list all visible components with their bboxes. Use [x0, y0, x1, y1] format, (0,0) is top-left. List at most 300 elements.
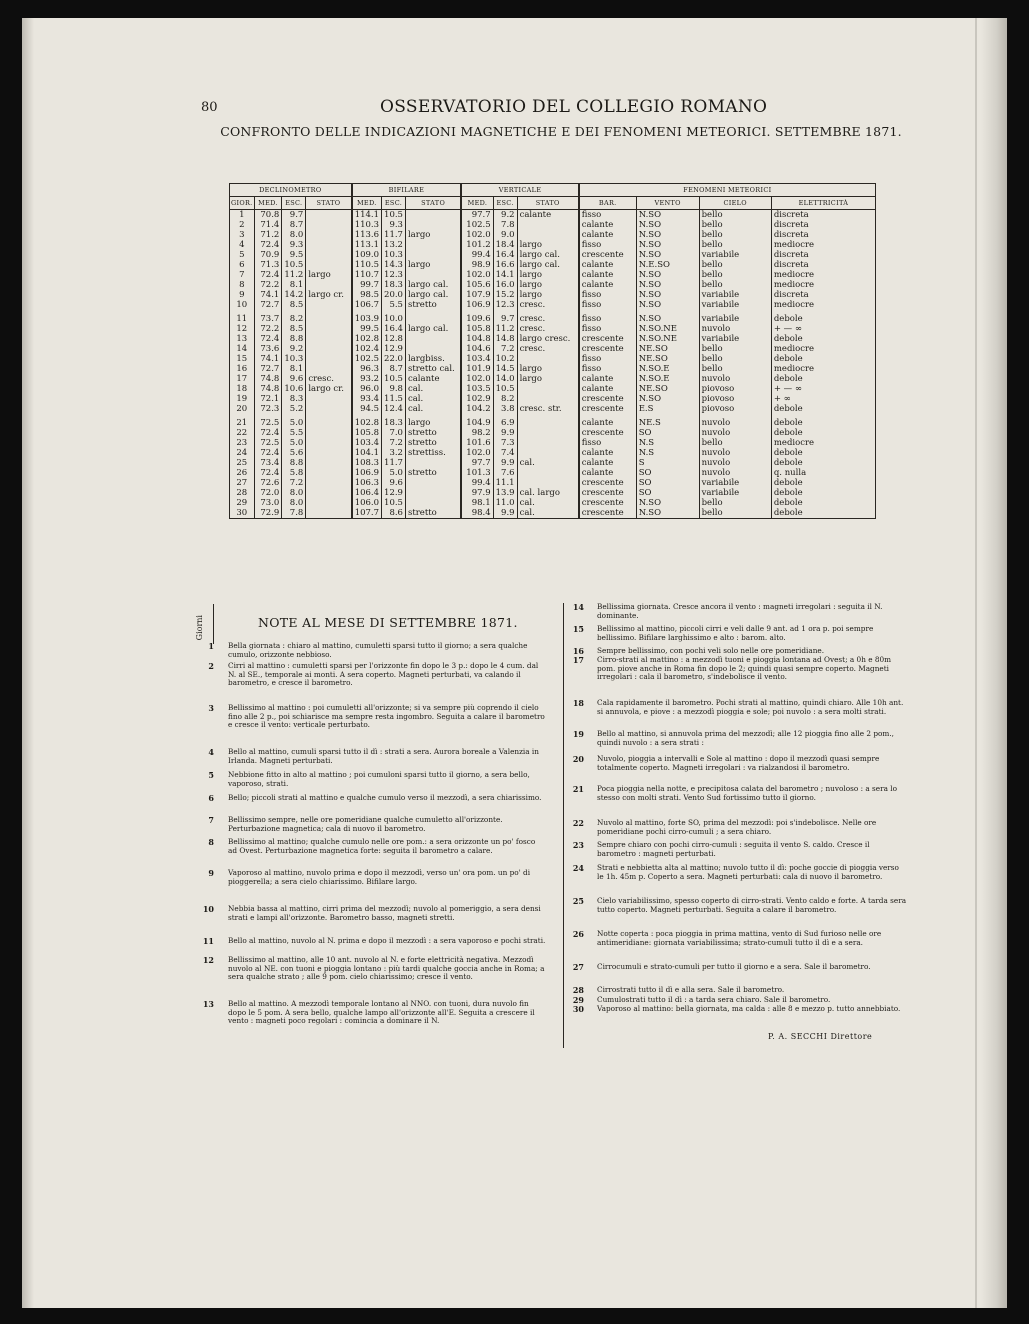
table-cell	[517, 230, 579, 240]
table-cell: N.SO	[636, 498, 699, 508]
table-cell: 99.5	[352, 324, 382, 334]
note-day: 24	[572, 863, 584, 873]
table-cell: N.SO	[636, 394, 699, 404]
table-row	[230, 344, 876, 354]
table-cell: + — ∞	[771, 324, 875, 334]
table-cell: 1	[230, 210, 255, 221]
table-cell: crescente	[579, 478, 636, 488]
table-cell: discreta	[771, 250, 875, 260]
group-header: DECLINOMETRO	[230, 184, 352, 197]
table-cell: q. nulla	[771, 468, 875, 478]
table-cell: bello	[699, 354, 771, 364]
table-cell: piovoso	[699, 394, 771, 404]
table-cell: 8.3	[282, 394, 306, 404]
table-cell: 14.0	[493, 374, 517, 384]
table-row	[230, 384, 876, 394]
table-row	[230, 468, 876, 478]
column-header: ELETTRICITÀ	[771, 197, 875, 210]
table-cell: bello	[699, 220, 771, 230]
note-text: Nuvolo al mattino, forte SO, prima del mezzodì: poi s'indebolisce. Nelle ore pomeridiane pochi cirro-cumuli ; a sera chiaro.	[597, 818, 877, 836]
table-cell: fisso	[579, 354, 636, 364]
running-head: OSSERVATORIO DEL COLLEGIO ROMANO	[380, 97, 768, 117]
table-cell: 10.3	[282, 354, 306, 364]
table-cell: crescente	[579, 488, 636, 498]
table-cell	[306, 324, 352, 334]
table-cell: 14.8	[493, 334, 517, 344]
table-cell	[517, 438, 579, 448]
table-row	[230, 374, 876, 384]
table-cell: 5.5	[382, 300, 406, 310]
table-cell: 93.4	[352, 394, 382, 404]
table-cell: nuvolo	[699, 428, 771, 438]
table-cell: 101.3	[461, 468, 493, 478]
table-cell: 106.4	[352, 488, 382, 498]
table-row	[230, 220, 876, 230]
table-cell: 10.5	[382, 210, 406, 221]
note-text: Cirro-strati al mattino : a mezzodì tuoni e pioggia lontana ad Ovest; a 0h e 80m pom. piove anche in Roma fin dopo le 2; quindi quasi sempre coperto. Magneti irregolari : cala il barometro, s'indebolisce il vento.	[597, 655, 892, 682]
table-cell: strettiss.	[405, 448, 461, 458]
table-cell: bello	[699, 270, 771, 280]
table-cell: mediocre	[771, 344, 875, 354]
table-cell	[405, 310, 461, 324]
table-cell: 107.7	[352, 508, 382, 519]
table-cell: stretto cal.	[405, 364, 461, 374]
table-cell: mediocre	[771, 438, 875, 448]
table-cell	[306, 280, 352, 290]
column-header: STATO	[517, 197, 579, 210]
table-cell: 8.8	[282, 334, 306, 344]
note-text: Bellissimo sempre, nelle ore pomeridiane qualche cumuletto all'orizzonte. Perturbazione magnetica; cala di nuovo il barometro.	[228, 815, 503, 833]
table-cell: debole	[771, 508, 875, 519]
table-cell: mediocre	[771, 240, 875, 250]
table-cell: 8.5	[282, 300, 306, 310]
table-cell	[306, 508, 352, 519]
table-cell: 5.5	[282, 428, 306, 438]
table-cell	[306, 428, 352, 438]
column-header-row	[230, 197, 876, 210]
table-cell: debole	[771, 404, 875, 414]
table-cell	[517, 394, 579, 404]
table-cell: 102.0	[461, 230, 493, 240]
table-cell: 72.0	[254, 488, 282, 498]
table-row	[230, 498, 876, 508]
table-cell: calante	[579, 270, 636, 280]
table-cell: 103.4	[352, 438, 382, 448]
table-cell: 10.3	[382, 250, 406, 260]
note-day: 30	[572, 1004, 584, 1014]
table-cell: NE.SO	[636, 384, 699, 394]
table-cell: debole	[771, 428, 875, 438]
table-cell	[306, 498, 352, 508]
table-cell: 27	[230, 478, 255, 488]
note-text: Poca pioggia nella notte, e precipitosa calata del barometro ; nuvoloso : a sera lo stesso con molti strati. Vento Sud fortissimo tutto il giorno.	[597, 784, 897, 802]
table-cell: 103.4	[461, 354, 493, 364]
table-cell: 72.4	[254, 240, 282, 250]
table-cell: 9.9	[493, 508, 517, 519]
table-cell: debole	[771, 448, 875, 458]
table-cell: 99.7	[352, 280, 382, 290]
table-cell: 102.5	[461, 220, 493, 230]
table-cell: 6.9	[493, 414, 517, 428]
table-cell: calante	[579, 260, 636, 270]
note-text: Vaporoso al mattino: bella giornata, ma calda : alle 8 e mezzo p. tutto annebbiato.	[597, 1004, 901, 1013]
table-cell: 106.0	[352, 498, 382, 508]
table-cell: 8.8	[282, 458, 306, 468]
table-cell: bello	[699, 280, 771, 290]
table-cell: largo cal.	[405, 324, 461, 334]
table-cell: 73.7	[254, 310, 282, 324]
table-row	[230, 230, 876, 240]
table-cell	[405, 250, 461, 260]
table-cell: 10.5	[282, 260, 306, 270]
table-cell: 98.2	[461, 428, 493, 438]
notes-title: NOTE AL MESE DI SETTEMBRE 1871.	[258, 615, 518, 630]
column-header: STATO	[306, 197, 352, 210]
table-cell: 13	[230, 334, 255, 344]
table-cell: 3.8	[493, 404, 517, 414]
table-cell: SO	[636, 468, 699, 478]
table-cell: largo	[517, 290, 579, 300]
column-header: MED.	[352, 197, 382, 210]
table-cell: 106.9	[352, 468, 382, 478]
note-day: 20	[572, 754, 584, 764]
table-row	[230, 414, 876, 428]
table-row	[230, 428, 876, 438]
table-cell: 72.2	[254, 280, 282, 290]
table-cell: debole	[771, 414, 875, 428]
table-cell: calante	[579, 220, 636, 230]
note-text: Cirrostrati tutto il dì e alla sera. Sale il barometro.	[597, 985, 785, 994]
table-cell: bello	[699, 210, 771, 221]
table-cell: 9.2	[282, 344, 306, 354]
table-cell: 72.4	[254, 448, 282, 458]
table-cell: 11.7	[382, 458, 406, 468]
note-day: 11	[202, 936, 214, 946]
table-row	[230, 300, 876, 310]
table-cell: 10.6	[282, 384, 306, 394]
table-cell: bello	[699, 344, 771, 354]
table-cell	[405, 458, 461, 468]
table-cell: fisso	[579, 300, 636, 310]
table-cell: largo	[405, 260, 461, 270]
table-row	[230, 478, 876, 488]
table-cell: nuvolo	[699, 324, 771, 334]
table-cell	[306, 210, 352, 221]
table-cell: NE.SO	[636, 354, 699, 364]
table-cell: 26	[230, 468, 255, 478]
note-day: 8	[208, 837, 214, 847]
table-cell: cresc.	[517, 324, 579, 334]
table-cell: 71.3	[254, 260, 282, 270]
table-cell: largo	[405, 230, 461, 240]
table-cell: stretto	[405, 468, 461, 478]
table-cell: 22	[230, 428, 255, 438]
table-cell	[405, 344, 461, 354]
table-cell: 10.2	[493, 354, 517, 364]
table-cell	[517, 448, 579, 458]
table-cell: largo cresc.	[517, 334, 579, 344]
table-cell: fisso	[579, 364, 636, 374]
table-cell	[517, 468, 579, 478]
table-cell: largo cal.	[517, 250, 579, 260]
table-cell: calante	[579, 374, 636, 384]
table-cell: largo cal.	[517, 260, 579, 270]
table-cell: debole	[771, 374, 875, 384]
group-header: VERTICALE	[461, 184, 579, 197]
table-cell: bello	[699, 508, 771, 519]
page-edge-shadow	[981, 18, 1007, 1308]
table-cell: N.SO	[636, 310, 699, 324]
table-cell	[306, 478, 352, 488]
table-cell: 99.4	[461, 478, 493, 488]
table-cell: 12.8	[382, 334, 406, 344]
table-cell: 105.6	[461, 280, 493, 290]
table-cell	[306, 230, 352, 240]
table-cell: stretto	[405, 438, 461, 448]
table-cell: mediocre	[771, 280, 875, 290]
table-cell: 9.3	[382, 220, 406, 230]
table-cell: 71.4	[254, 220, 282, 230]
table-cell	[306, 260, 352, 270]
table-cell: variabile	[699, 300, 771, 310]
table-cell: N.E.SO	[636, 260, 699, 270]
table-row	[230, 270, 876, 280]
table-cell: 109.6	[461, 310, 493, 324]
table-cell: calante	[579, 468, 636, 478]
table-cell: 8.2	[493, 394, 517, 404]
table-cell: 18	[230, 384, 255, 394]
table-cell: N.SO	[636, 270, 699, 280]
table-cell: 8.0	[282, 498, 306, 508]
table-cell: 8.2	[282, 310, 306, 324]
table-cell: 72.1	[254, 394, 282, 404]
column-header: BAR.	[579, 197, 636, 210]
table-cell: 72.4	[254, 428, 282, 438]
table-cell: N.SO	[636, 220, 699, 230]
table-cell: debole	[771, 498, 875, 508]
table-cell: cal. largo	[517, 488, 579, 498]
table-cell: 11.1	[493, 478, 517, 488]
table-cell: mediocre	[771, 270, 875, 280]
table-cell: 7.4	[493, 448, 517, 458]
table-cell: 7.2	[282, 478, 306, 488]
table-cell: largo cr.	[306, 290, 352, 300]
table-cell: 105.8	[352, 428, 382, 438]
table-cell: N.SO	[636, 250, 699, 260]
table-cell: variabile	[699, 334, 771, 344]
table-cell: 72.3	[254, 404, 282, 414]
table-cell: crescente	[579, 250, 636, 260]
table-cell: 99.4	[461, 250, 493, 260]
table-cell: cresc.	[517, 310, 579, 324]
table-cell: crescente	[579, 344, 636, 354]
table-cell: 12.9	[382, 344, 406, 354]
note-day: 25	[572, 896, 584, 906]
table-cell: 18.3	[382, 414, 406, 428]
table-cell: 5.6	[282, 448, 306, 458]
table-cell: 24	[230, 448, 255, 458]
table-cell	[405, 478, 461, 488]
table-row	[230, 290, 876, 300]
signature: P. A. SECCHI Direttore	[768, 1032, 873, 1041]
table-cell: largo	[517, 270, 579, 280]
column-header: GIOR.	[230, 197, 255, 210]
note-day: 22	[572, 818, 584, 828]
table-cell: 106.3	[352, 478, 382, 488]
group-header-row	[230, 184, 876, 197]
table-cell: 14.1	[493, 270, 517, 280]
table-cell: stretto	[405, 508, 461, 519]
table-row	[230, 394, 876, 404]
column-header: MED.	[461, 197, 493, 210]
table-cell: calante	[579, 448, 636, 458]
table-cell: N.SO	[636, 210, 699, 221]
table-cell: 73.0	[254, 498, 282, 508]
table-cell: 103.9	[352, 310, 382, 324]
column-header: ESC.	[493, 197, 517, 210]
table-cell: 14	[230, 344, 255, 354]
column-header: ESC.	[382, 197, 406, 210]
table-cell: calante	[579, 230, 636, 240]
table-cell: 3.2	[382, 448, 406, 458]
table-row	[230, 324, 876, 334]
table-cell: bello	[699, 498, 771, 508]
table-cell	[306, 300, 352, 310]
table-cell: 72.6	[254, 478, 282, 488]
note-text: Nebbione fitto in alto al mattino ; poi cumuloni sparsi tutto il giorno, a sera bello, vaporoso, strati.	[228, 770, 530, 788]
table-cell: 9	[230, 290, 255, 300]
table-cell: 17	[230, 374, 255, 384]
table-cell: 96.3	[352, 364, 382, 374]
note-text: Strati e nebbietta alta al mattino; nuvolo tutto il dì: poche goccie di pioggia verso le 1h. 45m p. Coperto a sera. Magneti perturbati: cala di nuovo il barometro.	[597, 863, 899, 881]
note-text: Bellissima giornata. Cresce ancora il vento : magneti irregolari : seguita il N. dominante.	[597, 602, 883, 620]
table-row	[230, 458, 876, 468]
group-header: FENOMENI METEORICI	[579, 184, 876, 197]
table-cell: fisso	[579, 324, 636, 334]
table-cell: fisso	[579, 290, 636, 300]
table-cell: 5.2	[282, 404, 306, 414]
table-row	[230, 354, 876, 364]
table-cell	[306, 458, 352, 468]
table-cell: piovoso	[699, 404, 771, 414]
table-cell: 72.2	[254, 324, 282, 334]
table-cell	[306, 448, 352, 458]
table-row	[230, 250, 876, 260]
note-day: 7	[208, 815, 214, 825]
table-cell: 16.6	[493, 260, 517, 270]
table-cell: N.SO	[636, 240, 699, 250]
table-cell: 20.0	[382, 290, 406, 300]
note-text: Bello al mattino. A mezzodì temporale lontano al NNO. con tuoni, dura nuvolo fin dopo le 5 pom. A sera bello, qualche lampo all'orizzonte all'E. Seguita a crescere il vento : magneti poco regolari : comincia a dominare il N.	[228, 999, 535, 1026]
note-text: Bella giornata : chiaro al mattino, cumuletti sparsi tutto il giorno; a sera qualche cumulo, orizzonte nebbioso.	[228, 641, 528, 659]
table-cell: cresc.	[306, 374, 352, 384]
table-cell: 94.5	[352, 404, 382, 414]
table-cell: 10.5	[382, 374, 406, 384]
table-cell: 13.9	[493, 488, 517, 498]
table-row	[230, 404, 876, 414]
table-cell: 102.5	[352, 354, 382, 364]
table-cell: 104.8	[461, 334, 493, 344]
table-cell: largo cal.	[405, 290, 461, 300]
note-day: 2	[208, 661, 214, 671]
table-cell: crescente	[579, 498, 636, 508]
table-cell	[306, 220, 352, 230]
table-cell	[405, 498, 461, 508]
note-text: Cumulostrati tutto il dì : a tarda sera chiaro. Sale il barometro.	[597, 995, 831, 1004]
table-cell: calante	[579, 414, 636, 428]
table-cell: 22.0	[382, 354, 406, 364]
table-cell: N.SO	[636, 280, 699, 290]
table-cell: fisso	[579, 210, 636, 221]
table-row	[230, 334, 876, 344]
table-cell: largo	[517, 364, 579, 374]
table-cell: 72.5	[254, 414, 282, 428]
table-cell: piovoso	[699, 384, 771, 394]
note-day: 1	[208, 641, 214, 651]
table-cell: 15	[230, 354, 255, 364]
table-row	[230, 280, 876, 290]
table-cell: 11.7	[382, 230, 406, 240]
table-cell	[517, 428, 579, 438]
table-cell: 106.9	[461, 300, 493, 310]
table-cell	[405, 240, 461, 250]
table-cell: 97.7	[461, 458, 493, 468]
table-cell: 11.0	[493, 498, 517, 508]
table-cell: 29	[230, 498, 255, 508]
table-cell: 12	[230, 324, 255, 334]
table-cell: N.S	[636, 438, 699, 448]
note-text: Sempre bellissimo, con pochi veli solo nelle ore pomeridiane.	[597, 646, 825, 655]
table-cell: 104.6	[461, 344, 493, 354]
table-cell: nuvolo	[699, 374, 771, 384]
table-cell: N.SO	[636, 300, 699, 310]
table-cell: discreta	[771, 210, 875, 221]
table-cell: cal.	[517, 508, 579, 519]
page-gutter-shadow	[22, 18, 34, 1308]
table-cell: 12.3	[382, 270, 406, 280]
note-text: Vaporoso al mattino, nuvolo prima e dopo il mezzodì, verso un' ora pom. un po' di pioggerella; a sera cielo chiarissimo. Bifilare largo.	[228, 868, 531, 886]
table-cell: mediocre	[771, 300, 875, 310]
notes-column-divider	[563, 603, 564, 1048]
table-cell	[405, 334, 461, 344]
page-number: 80	[201, 100, 218, 115]
table-cell: 72.5	[254, 438, 282, 448]
table-cell: nuvolo	[699, 458, 771, 468]
table-cell: 104.2	[461, 404, 493, 414]
note-day: 14	[572, 602, 584, 612]
table-cell: 72.7	[254, 300, 282, 310]
column-header: MED.	[254, 197, 282, 210]
table-cell: 14.5	[493, 364, 517, 374]
table-cell: 6	[230, 260, 255, 270]
table-row	[230, 310, 876, 324]
table-cell: 10.0	[382, 310, 406, 324]
table-cell: 5.0	[382, 468, 406, 478]
table-cell: 11.2	[282, 270, 306, 280]
table-cell: variabile	[699, 250, 771, 260]
table-cell: variabile	[699, 488, 771, 498]
table-cell	[405, 270, 461, 280]
table-cell	[517, 414, 579, 428]
table-cell: 104.1	[352, 448, 382, 458]
table-cell: 5.0	[282, 414, 306, 428]
table-row	[230, 448, 876, 458]
note-day: 12	[202, 955, 214, 965]
table-cell: stretto	[405, 300, 461, 310]
table-cell: debole	[771, 458, 875, 468]
table-cell: 8.5	[282, 324, 306, 334]
table-cell: 97.9	[461, 488, 493, 498]
